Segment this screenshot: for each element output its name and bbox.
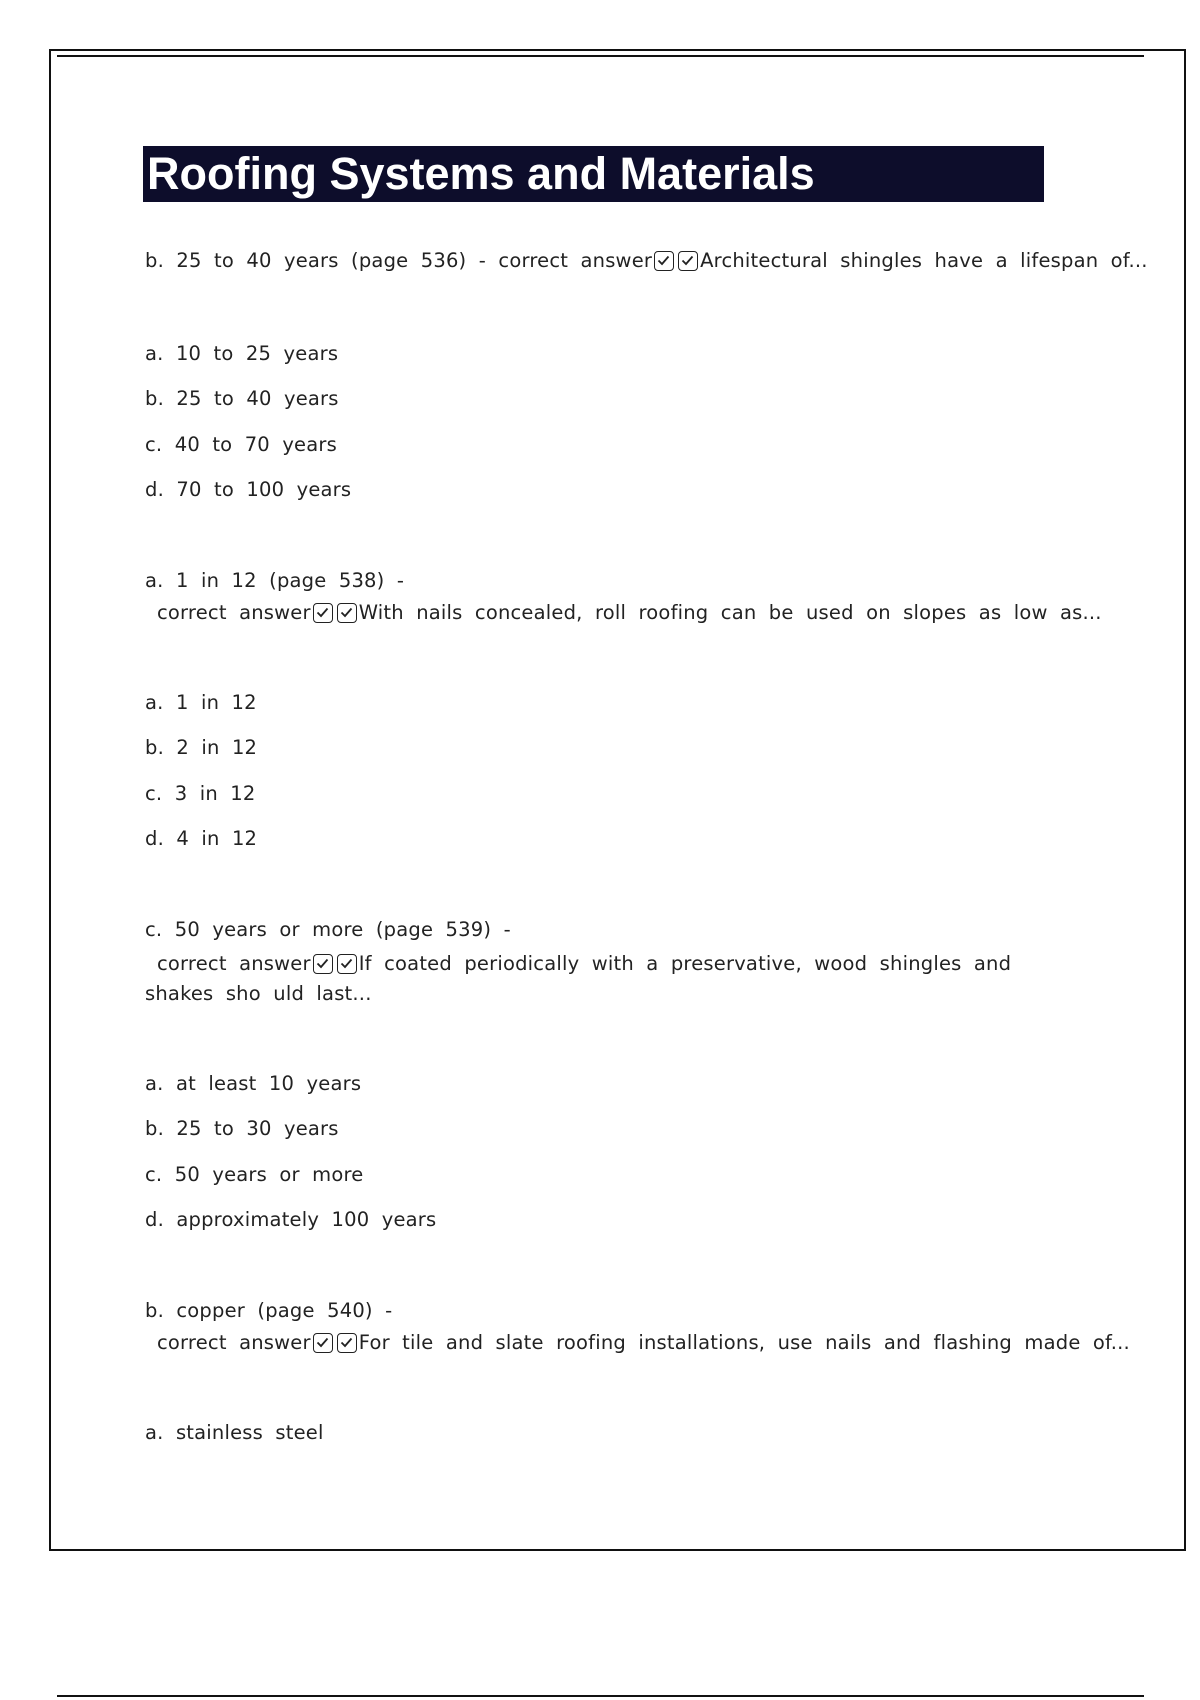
question-2-option-d: d. 4 in 12 <box>145 827 258 850</box>
title-bar <box>143 146 1044 202</box>
checkbox-checked-icon <box>678 251 698 271</box>
question-4-prompt: For tile and slate roofing installations, use nails and flashing made of... <box>358 1331 1130 1354</box>
question-3-option-c: c. 50 years or more <box>145 1163 364 1186</box>
checkbox-checked-icon <box>337 1333 357 1353</box>
checkbox-checked-icon <box>654 251 674 271</box>
checkbox-checked-icon <box>313 603 333 623</box>
question-1-answer-line <box>145 248 1148 274</box>
correct-answer-label: correct answer <box>157 601 311 624</box>
question-3-option-b: b. 25 to 30 years <box>145 1117 339 1140</box>
checkbox-checked-icon <box>313 1333 333 1353</box>
question-4-prompt-line <box>145 1330 1130 1356</box>
question-3-prompt: If coated periodically with a preservative, wood shingles and shakes sho uld last... <box>145 952 1012 1005</box>
bottom-rule <box>57 1695 1144 1697</box>
question-3-answer: c. 50 years or more (page 539) - <box>145 918 511 941</box>
checkbox-checked-icon <box>313 954 333 974</box>
checkbox-checked-icon <box>337 603 357 623</box>
question-4-answer: b. copper (page 540) - <box>145 1299 393 1322</box>
question-1-prompt: Architectural shingles have a lifespan of... <box>700 249 1148 272</box>
question-1-answer: b. 25 to 40 years (page 536) - correct answer <box>145 249 653 272</box>
question-2-prompt-line <box>145 600 1102 626</box>
correct-answer-label: correct answer <box>157 1331 311 1354</box>
question-1-option-a: a. 10 to 25 years <box>145 342 339 365</box>
question-4-option-a: a. stainless steel <box>145 1421 324 1444</box>
question-1-option-c: c. 40 to 70 years <box>145 433 337 456</box>
question-1-option-b: b. 25 to 40 years <box>145 387 339 410</box>
top-rule <box>57 55 1144 57</box>
question-2-prompt: With nails concealed, roll roofing can be used on slopes as low as... <box>358 601 1102 624</box>
question-2-option-b: b. 2 in 12 <box>145 736 258 759</box>
checkbox-checked-icon <box>337 954 357 974</box>
question-3-option-a: a. at least 10 years <box>145 1072 362 1095</box>
question-2-option-c: c. 3 in 12 <box>145 782 256 805</box>
correct-answer-label: correct answer <box>157 952 311 975</box>
question-2-option-a: a. 1 in 12 <box>145 691 257 714</box>
page-title: Roofing Systems and Materials <box>147 148 815 199</box>
question-1-option-d: d. 70 to 100 years <box>145 478 352 501</box>
question-2-answer: a. 1 in 12 (page 538) - <box>145 569 405 592</box>
question-3-option-d: d. approximately 100 years <box>145 1208 437 1231</box>
question-3-prompt-line <box>145 949 1090 1009</box>
